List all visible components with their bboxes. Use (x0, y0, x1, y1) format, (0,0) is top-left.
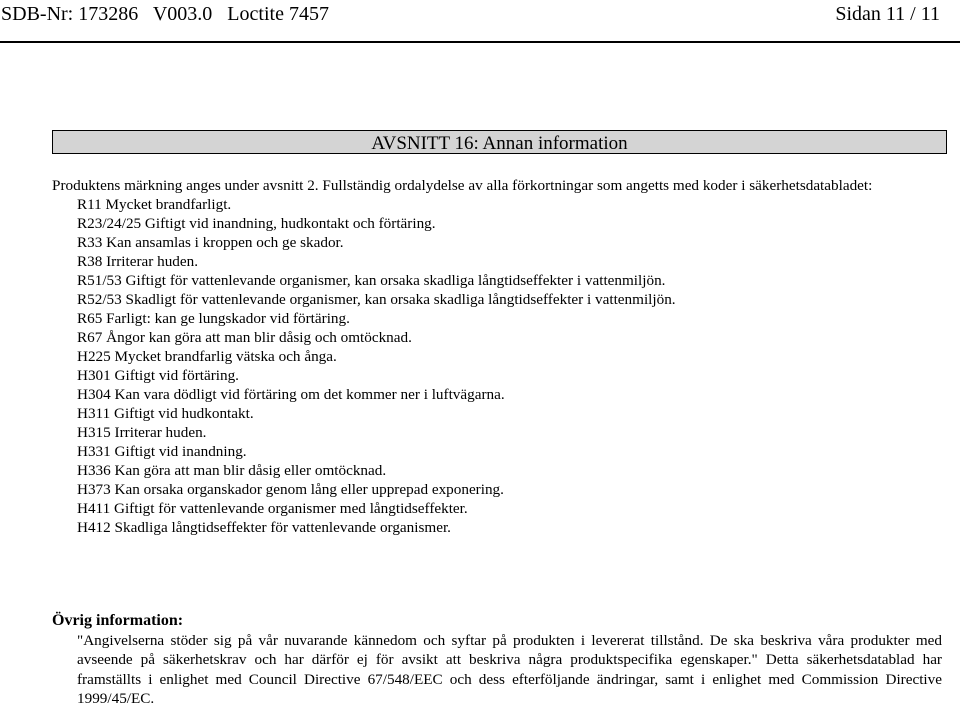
hazard-phrase-item: R67 Ångor kan göra att man blir dåsig och omtöcknad. (77, 329, 412, 346)
hazard-phrase-item: R38 Irriterar huden. (77, 253, 199, 270)
hazard-phrase-item: H412 Skadliga långtidseffekter för vattenlevande organismer. (77, 519, 451, 536)
document-id: SDB-Nr: 173286 V003.0 Loctite 7457 (1, 3, 329, 25)
intro-paragraph: Produktens märkning anges under avsnitt 2. Fullständig ordalydelse av alla förkortningar som angetts med koder i säkerhetsdatabladet: (52, 177, 873, 194)
section-heading (52, 130, 947, 154)
hazard-phrase-item: H301 Giftigt vid förtäring. (77, 367, 239, 384)
other-information-title: Övrig information: (52, 612, 184, 629)
hazard-phrase-item: R65 Farligt: kan ge lungskador vid förtäring. (77, 310, 350, 327)
hazard-phrase-list (52, 195, 952, 537)
hazard-phrase-item: H315 Irriterar huden. (77, 424, 207, 441)
page-header (1, 2, 940, 26)
hazard-phrase-item: R11 Mycket brandfarligt. (77, 196, 232, 213)
section-content (52, 176, 952, 537)
hazard-phrase-item: H304 Kan vara dödligt vid förtäring om det kommer ner i luftvägarna. (77, 386, 505, 403)
hazard-phrase-item: H411 Giftigt för vattenlevande organismer med långtidseffekter. (77, 500, 468, 517)
other-information-body: "Angivelserna stöder sig på vår nuvarande kännedom och syftar på produkten i levererat tillstånd. De ska beskriva våra produkter med avseende på säkerhetskrav och har därför ej för avsikt att beskriva några produktspecifika egenskaper." Detta säkerhetsdatablad har framställts i enlighet med Council Directive 67/548/EEC och dess efterföljande ändringar, samt i enlighet med Commission Directive 1999/45/EC. (77, 631, 942, 707)
page-number: Sidan 11 / 11 (835, 3, 940, 25)
hazard-phrase-item: H225 Mycket brandfarlig vätska och ånga. (77, 348, 337, 365)
hazard-phrase-item: R52/53 Skadligt för vattenlevande organismer, kan orsaka skadliga långtidseffekter i vattenmiljön. (77, 291, 676, 308)
header-divider (0, 41, 960, 43)
hazard-phrase-item: H373 Kan orsaka organskador genom lång eller upprepad exponering. (77, 481, 504, 498)
section-title: AVSNITT 16: Annan information (371, 133, 628, 154)
other-information (52, 611, 942, 709)
hazard-phrase-item: R33 Kan ansamlas i kroppen och ge skador. (77, 234, 344, 251)
hazard-phrase-item: H331 Giftigt vid inandning. (77, 443, 247, 460)
hazard-phrase-item: H311 Giftigt vid hudkontakt. (77, 405, 254, 422)
hazard-phrase-item: H336 Kan göra att man blir dåsig eller omtöcknad. (77, 462, 387, 479)
hazard-phrase-item: R23/24/25 Giftigt vid inandning, hudkontakt och förtäring. (77, 215, 436, 232)
hazard-phrase-item: R51/53 Giftigt för vattenlevande organismer, kan orsaka skadliga långtidseffekter i vattenmiljön. (77, 272, 666, 289)
